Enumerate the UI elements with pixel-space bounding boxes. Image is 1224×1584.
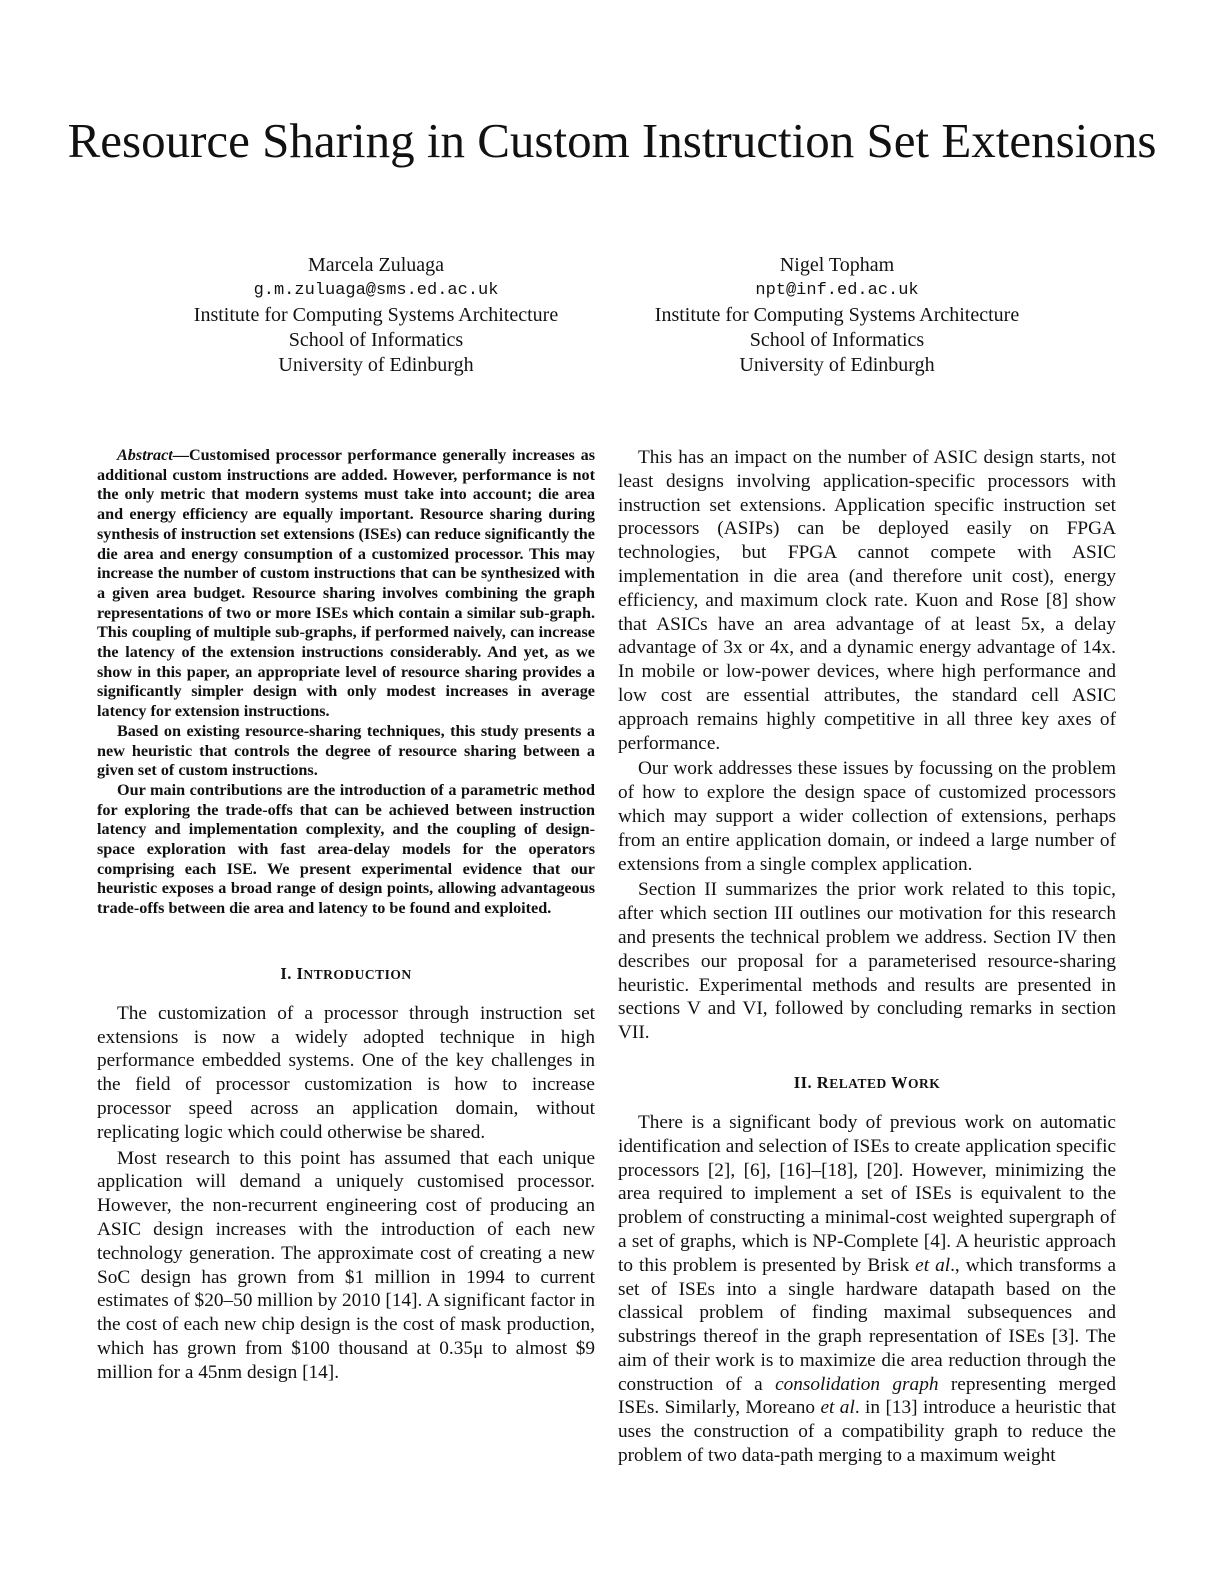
right-column [618,446,1116,1470]
author-affiliation-university: University of Edinburgh [278,354,474,376]
related-work-body [618,1111,1116,1468]
section-title-rest: ELATED [829,1075,887,1091]
left-column [97,446,595,1387]
author-name: Nigel Topham [779,254,895,276]
body-paragraph: This has an impact on the number of ASIC design starts, not least designs involving application-specific processors with instruction set extensions. Application specific instruction set processors (ASIPs) can be deployed easily on FPGA technologies, but FPGA cannot compete with ASIC implementation in die area (and therefore unit cost), energy efficiency, and maximum clock rate. Kuon and Rose [8] show that ASICs have an area advantage of at least 5x, a delay advantage of 3x or 4x, and a dynamic energy advantage of 14x. In mobile or low-power devices, where high performance and low cost are essential attributes, the standard cell ASIC approach remains highly competitive in all three key axes of performance. [618,447,1116,754]
author-affiliation-institute: Institute for Computing Systems Architecture [654,304,1020,326]
abstract-dash: — [172,446,189,464]
author-affiliation-school: School of Informatics [288,329,464,351]
author-affiliation-school: School of Informatics [749,329,925,351]
author-name: Marcela Zuluaga [307,254,445,276]
section-title-rest: ORK [908,1075,941,1091]
abstract-label: Abstract [117,446,173,464]
text-run: . in [13] introduce a heuristic that uses the construction of a compatibility graph to reduce the problem of two data-path merging to a maximum weight [618,1397,1116,1467]
section-number: I. [280,963,292,983]
author-affiliation-university: University of Edinburgh [739,354,935,376]
italic-run: consolidation graph [775,1373,939,1395]
italic-run: et al [820,1397,855,1419]
abstract-paragraph [97,446,595,722]
section-heading-related-work [618,1073,1116,1093]
body-paragraph [618,1111,1116,1468]
abstract-text: Customised processor performance generally increases as additional custom instructions are added. However, performance is not the only metric that modern systems must take into account; die area and energy efficiency are equally important. Resource sharing during synthesis of instruction set extensions (ISEs) can reduce significantly the die area and energy consumption of a customized processor. This may increase the number of custom instructions that can be synthesized with a given area budget. Resource sharing involves combining the graph representations of two or more ISEs which contain a similar sub-graph. This coupling of multiple sub-graphs, if performed naively, can increase the latency of the extension instructions considerably. And yet, as we show in this paper, an appropriate level of resource sharing provides a significantly simpler design with only modest increases in average latency for extension instructions. [97,446,595,721]
body-paragraph: Our work addresses these issues by focussing on the problem of how to explore the design space of customized processors which may support a wider collection of extensions, perhaps from an entire application domain, or indeed a large number of extensions from a single complex application. [618,758,1116,875]
author-block-2 [627,253,1047,378]
section-title-initial: I [296,963,304,983]
abstract-paragraph: Our main contributions are the introduction of a parametric method for exploring the trade-offs that can be achieved between instruction latency and implementation complexity, and the coupling of design-space exploration with fast area-delay models for the operators comprising each ISE. We present experimental evidence that our heuristic exposes a broad range of design points, allowing advantageous trade-offs between die area and latency to be found and exploited. [97,780,595,918]
section-number: II. [793,1072,813,1092]
section-title-initial: W [891,1072,909,1092]
section-title-rest: NTRODUCTION [303,966,412,982]
introduction-body [97,1002,595,1385]
text-run: ., which transforms a set of ISEs into a single hardware datapath based on the classical problem of finding maximal subsequences and substrings thereof in the graph representation of ISEs [3]. The aim of their work is to maximize die area reduction through the construction of a [618,1254,1116,1395]
author-affiliation-institute: Institute for Computing Systems Architecture [193,304,559,326]
section-title-initial: R [816,1072,830,1092]
text-run: There is a significant body of previous work on automatic identification and selection of ISEs to create application specific processors [2], [6], [16]–[18], [20]. However, minimizing the area required to implement a set of ISEs is equivalent to the problem of constructing a minimal-cost weighted supergraph of a set of graphs, which is NP-Complete [4]. A heuristic approach to this problem is presented by Brisk [618,1111,1116,1276]
abstract-paragraph: Based on existing resource-sharing techniques, this study presents a new heuristic that controls the degree of resource sharing between a given set of custom instructions. [97,721,595,780]
author-email[interactable]: g.m.zuluaga@sms.ed.ac.uk [253,281,499,300]
section-heading-introduction [97,964,595,984]
body-paragraph: Most research to this point has assumed that each unique application will demand a uniquely customised processor. However, the non-recurrent engineering cost of producing an ASIC design increases with the introduction of each new technology generation. The approximate cost of creating a new SoC design has grown from $1 million in 1994 to current estimates of $20–50 million by 2010 [14]. A significant factor in the cost of each new chip design is the cost of mask production, which has grown from $100 thousand at 0.35μ to almost $9 million for a 45nm design [14]. [97,1147,595,1383]
author-email[interactable]: npt@inf.ed.ac.uk [755,281,919,300]
author-block-1 [166,253,586,378]
body-paragraph: The customization of a processor through instruction set extensions is now a widely adopted technique in high performance embedded systems. One of the key challenges in the field of processor customization is how to increase processor speed across an application domain, without replicating logic which could otherwise be shared. [97,1002,595,1143]
text-run: representing merged ISEs. Similarly, Moreano [618,1373,1116,1419]
italic-run: et al [915,1254,951,1276]
body-paragraph: Section II summarizes the prior work related to this topic, after which section III outlines our motivation for this research and presents the technical problem we address. Section IV then describes our proposal for a parameterised resource-sharing heuristic. Experimental methods and results are presented in sections V and VI, followed by concluding remarks in section VII. [618,879,1116,1044]
abstract [97,446,595,919]
introduction-continued [618,446,1116,1045]
paper-title: Resource Sharing in Custom Instruction Set Extensions [67,113,1157,168]
